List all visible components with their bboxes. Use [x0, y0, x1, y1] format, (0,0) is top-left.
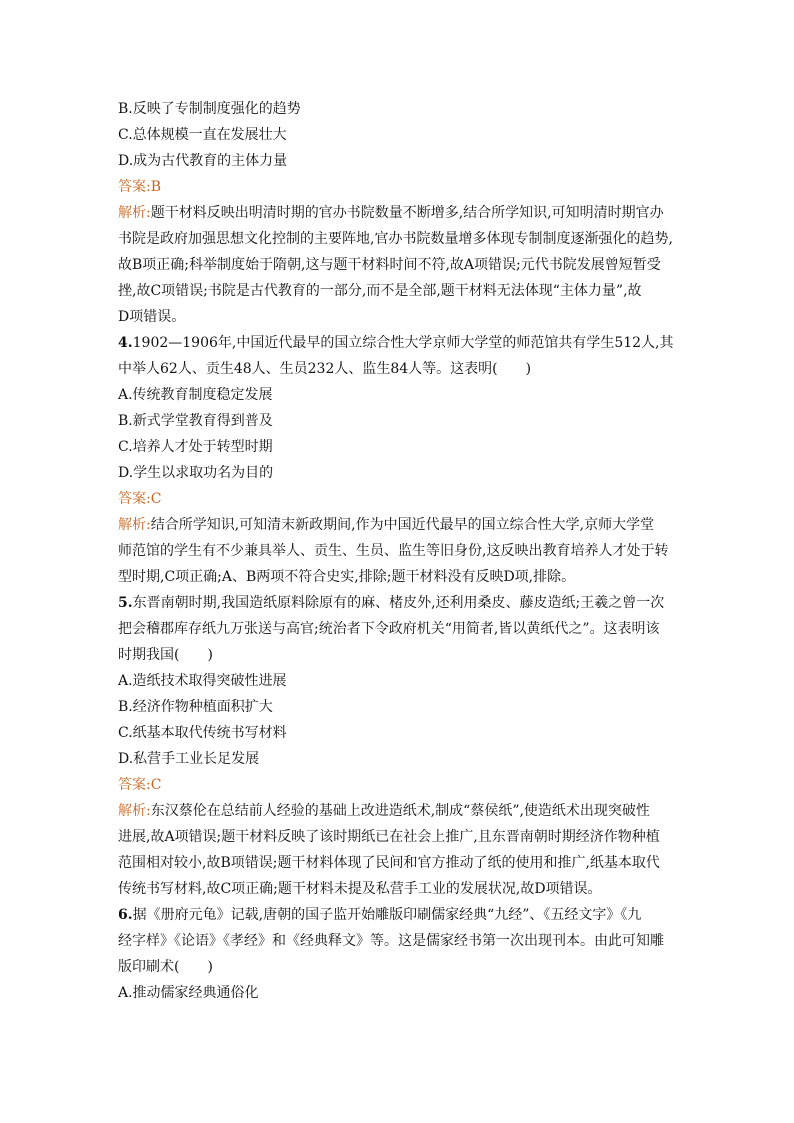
q3-analysis-line-2: 书院是政府加强思想文化控制的主要阵地,官办书院数量增多体现专制制度逐渐强化的趋势,	[118, 231, 673, 247]
q3-analysis-line-4: 挫,故C项错误;书院是古代教育的一部分,而不是全部,题干材料无法体现“主体力量”,故	[118, 283, 642, 299]
q6-stem-line-3: 版印刷术( )	[118, 959, 213, 975]
q4-option-d: D.学生以求取功名为目的	[118, 465, 274, 481]
q3-analysis-line-5: D项错误。	[118, 309, 186, 325]
q6-stem-line-2: 经字样》《论语》《孝经》和《经典释文》等。这是儒家经书第一次出现刊本。由此可知雕	[118, 933, 664, 949]
q4-analysis-text: 结合所学知识,可知清末新政期间,作为中国近代最早的国立综合性大学,京师大学堂	[150, 517, 655, 533]
document-page	[118, 96, 678, 1006]
q4-analysis-line-2: 师范馆的学生有不少兼具举人、贡生、生员、监生等旧身份,这反映出教育培养人才处于转	[118, 543, 669, 559]
q6-stem-line-1	[118, 902, 678, 928]
q4-number: 4.	[118, 335, 133, 351]
q5-answer: 答案:C	[118, 777, 162, 793]
q5-option-c: C.纸基本取代传统书写材料	[118, 725, 287, 741]
q3-analysis-line-1	[118, 200, 678, 226]
q4-stem-line-2: 中举人62人、贡生48人、生员232人、监生84人等。这表明( )	[118, 361, 532, 377]
q4-answer: 答案:C	[118, 491, 162, 507]
q6-number: 6.	[118, 907, 133, 923]
q5-analysis-line-4: 传统书写材料,故C项正确;题干材料未提及私营手工业的发展状况,故D项错误。	[118, 881, 602, 897]
q5-stem-line-2: 把会稽郡库存纸九万张送与高官;统治者下令政府机关“用简者,皆以黄纸代之”。这表明该	[118, 621, 660, 637]
q4-stem-line-1	[118, 330, 678, 356]
q3-analysis-label: 解析:	[118, 205, 151, 221]
q5-analysis-line-1	[118, 798, 678, 824]
q5-analysis-label: 解析:	[118, 803, 151, 819]
q6-option-a: A.推动儒家经典通俗化	[118, 985, 259, 1001]
q4-analysis-label: 解析:	[118, 517, 151, 533]
q3-answer: 答案:B	[118, 179, 162, 195]
q5-stem-line-1	[118, 590, 678, 616]
q5-option-d: D.私营手工业长足发展	[118, 751, 260, 767]
q5-stem-line-3: 时期我国( )	[118, 647, 213, 663]
q5-analysis-text: 东汉蔡伦在总结前人经验的基础上改进造纸术,制成“蔡侯纸”,使造纸术出现突破性	[150, 803, 650, 819]
q5-stem-text: 东晋南朝时期,我国造纸原料除原有的麻、楮皮外,还利用桑皮、藤皮造纸;王羲之曾一次	[132, 595, 665, 611]
q4-analysis-line-3: 型时期,C项正确;A、B两项不符合史实,排除;题干材料没有反映D项,排除。	[118, 569, 576, 585]
q4-option-a: A.传统教育制度稳定发展	[118, 387, 273, 403]
q6-stem-text: 据《册府元龟》记载,唐朝的国子监开始雕版印刷儒家经典“九经”、《五经文字》《九	[132, 907, 642, 923]
q3-analysis-text: 题干材料反映出明清时期的官办书院数量不断增多,结合所学知识,可知明清时期官办	[150, 205, 664, 221]
q5-analysis-line-3: 范围相对较小,故B项错误;题干材料体现了民间和官方推动了纸的使用和推广,纸基本取代	[118, 855, 660, 871]
q4-option-c: C.培养人才处于转型时期	[118, 439, 273, 455]
q4-option-b: B.新式学堂教育得到普及	[118, 413, 273, 429]
q3-option-c: C.总体规模一直在发展壮大	[118, 127, 287, 143]
q3-option-b: B.反映了专制制度强化的趋势	[118, 101, 301, 117]
q3-analysis-line-3: 故B项正确;科举制度始于隋朝,这与题干材料时间不符,故A项错误;元代书院发展曾短暂受	[118, 257, 661, 273]
q5-number: 5.	[118, 595, 133, 611]
q5-analysis-line-2: 进展,故A项错误;题干材料反映了该时期纸已在社会上推广,且东晋南朝时期经济作物种植	[118, 829, 660, 845]
q5-option-a: A.造纸技术取得突破性进展	[118, 673, 287, 689]
q3-option-d: D.成为古代教育的主体力量	[118, 153, 288, 169]
q4-analysis-line-1	[118, 512, 678, 538]
q4-stem-text: 1902—1906年,中国近代最早的国立综合性大学京师大学堂的师范馆共有学生512人,其	[132, 335, 674, 351]
q5-option-b: B.经济作物种植面积扩大	[118, 699, 273, 715]
